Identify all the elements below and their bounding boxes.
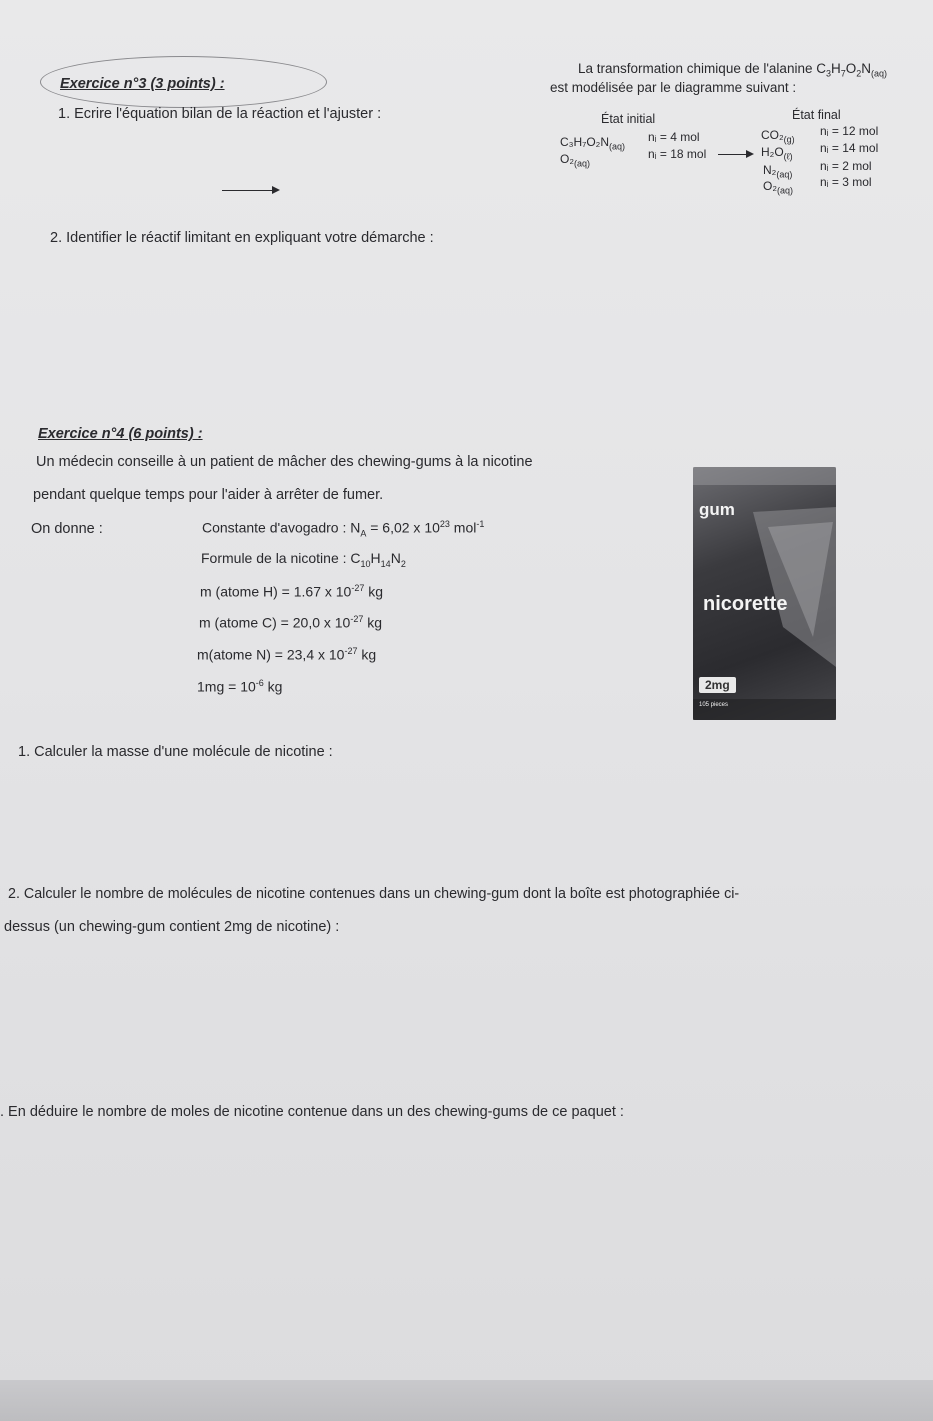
mass-label: m (atome H) = 1.67 x 10 xyxy=(200,583,352,600)
mass-carbon xyxy=(199,614,382,631)
unit: kg xyxy=(357,646,377,663)
sub: 14 xyxy=(380,558,391,569)
final-species-2 xyxy=(761,145,793,161)
final-species-3 xyxy=(763,163,792,179)
mass-nitrogen xyxy=(197,646,376,663)
sym: H xyxy=(370,550,381,566)
sub: (aq) xyxy=(871,68,888,79)
initial-qty-2: nᵢ = 18 mol xyxy=(648,147,707,161)
unit: kg xyxy=(364,583,384,600)
sub: A xyxy=(360,528,367,539)
diagram-arrow-line xyxy=(718,154,748,155)
state: (aq) xyxy=(574,158,591,169)
mass-label: m(atome N) = 23,4 x 10 xyxy=(197,646,345,663)
exercise-4-intro-line1: Un médecin conseille à un patient de mâcher des chewing-gums à la nicotine xyxy=(36,454,533,470)
unit: kg xyxy=(263,678,283,695)
initial-state-title: État initial xyxy=(601,112,656,126)
state: (ℓ) xyxy=(783,151,793,162)
mg-label: 1mg = 10 xyxy=(197,678,256,695)
sub: 2 xyxy=(400,558,406,569)
sym: H xyxy=(830,61,841,76)
sym: O xyxy=(845,61,857,76)
final-species-4 xyxy=(763,179,793,195)
initial-species-2 xyxy=(560,152,590,168)
question-4-2-line1: 2. Calculer le nombre de molécules de nicotine contenues dans un chewing-gum dont la boîte est photographiée ci- xyxy=(8,886,740,902)
sub: 2 xyxy=(856,68,862,79)
species: C₃H₇O₂N xyxy=(560,135,610,149)
unit: mol xyxy=(449,519,477,536)
question-4-1: 1. Calculer la masse d'une molécule de nicotine : xyxy=(18,744,333,760)
sup: -27 xyxy=(350,614,364,624)
exercise-3-intro-line1 xyxy=(578,61,887,79)
final-qty-4: nᵢ = 3 mol xyxy=(820,175,872,189)
initial-species-1 xyxy=(560,135,625,151)
diagram-arrow-head xyxy=(746,150,754,158)
species: O₂ xyxy=(763,179,777,193)
species: H₂O xyxy=(761,145,784,159)
state: (g) xyxy=(783,134,795,145)
final-species-1 xyxy=(761,128,795,144)
box-dose-label: 2mg xyxy=(699,677,736,693)
unit: kg xyxy=(363,614,383,631)
state: (aq) xyxy=(776,169,793,180)
final-qty-2: nᵢ = 14 mol xyxy=(820,141,879,155)
final-qty-1: nᵢ = 12 mol xyxy=(820,124,879,138)
box-gum-label: gum xyxy=(699,500,735,519)
mass-hydrogen xyxy=(200,583,383,600)
question-4-3: . En déduire le nombre de moles de nicotine contenue dans un des chewing-gums de ce paquet : xyxy=(0,1104,624,1120)
sub: 7 xyxy=(840,68,846,79)
sup: -27 xyxy=(344,646,358,656)
sub: 3 xyxy=(825,68,831,79)
answer-arrow-head xyxy=(272,186,280,194)
question-3-1: 1. Ecrire l'équation bilan de la réaction et l'ajuster : xyxy=(58,106,382,122)
avogadro-value: = 6,02 x 10 xyxy=(366,519,440,536)
on-donne-label: On donne : xyxy=(31,521,103,537)
exercise-4-intro-line2: pendant quelque temps pour l'aider à arrêter de fumer. xyxy=(33,487,384,503)
species: O₂ xyxy=(560,152,574,166)
state: (aq) xyxy=(777,185,794,196)
sup: -27 xyxy=(351,583,365,593)
exercise-3-intro-line2: est modélisée par le diagramme suivant : xyxy=(550,80,797,95)
mass-label: m (atome C) = 20,0 x 10 xyxy=(199,614,351,631)
avogadro-constant xyxy=(202,519,484,538)
sup: -1 xyxy=(476,519,485,529)
species: N₂ xyxy=(763,163,777,177)
exercise-3-title: Exercice n°3 (3 points) : xyxy=(60,76,225,92)
species: CO₂ xyxy=(761,128,784,142)
paper-bottom-edge xyxy=(0,1380,933,1421)
intro-text: La transformation chimique de l'alanine C xyxy=(578,61,826,76)
milligram-conversion xyxy=(197,678,282,695)
nicotine-formula xyxy=(201,550,406,569)
sup: -6 xyxy=(255,678,264,688)
sup: 23 xyxy=(439,519,450,529)
final-state-title: État final xyxy=(792,108,841,122)
question-3-2: 2. Identifier le réactif limitant en expliquant votre démarche : xyxy=(50,230,434,246)
box-pieces-label: 105 pieces xyxy=(699,702,729,708)
nicorette-box-image xyxy=(693,467,836,720)
final-qty-3: nᵢ = 2 mol xyxy=(820,159,872,173)
sub: 10 xyxy=(360,558,371,569)
initial-qty-1: nᵢ = 4 mol xyxy=(648,130,700,144)
question-4-2-line2: dessus (un chewing-gum contient 2mg de nicotine) : xyxy=(4,919,340,935)
exercise-4-title: Exercice n°4 (6 points) : xyxy=(38,426,203,442)
state: (aq) xyxy=(609,141,626,152)
box-brand-label: nicorette xyxy=(703,593,788,615)
sym: N xyxy=(861,61,872,76)
avogadro-label: Constante d'avogadro : N xyxy=(202,519,361,536)
answer-arrow-line xyxy=(222,190,272,191)
formula-label: Formule de la nicotine : C xyxy=(201,550,361,566)
sym: N xyxy=(390,550,401,566)
